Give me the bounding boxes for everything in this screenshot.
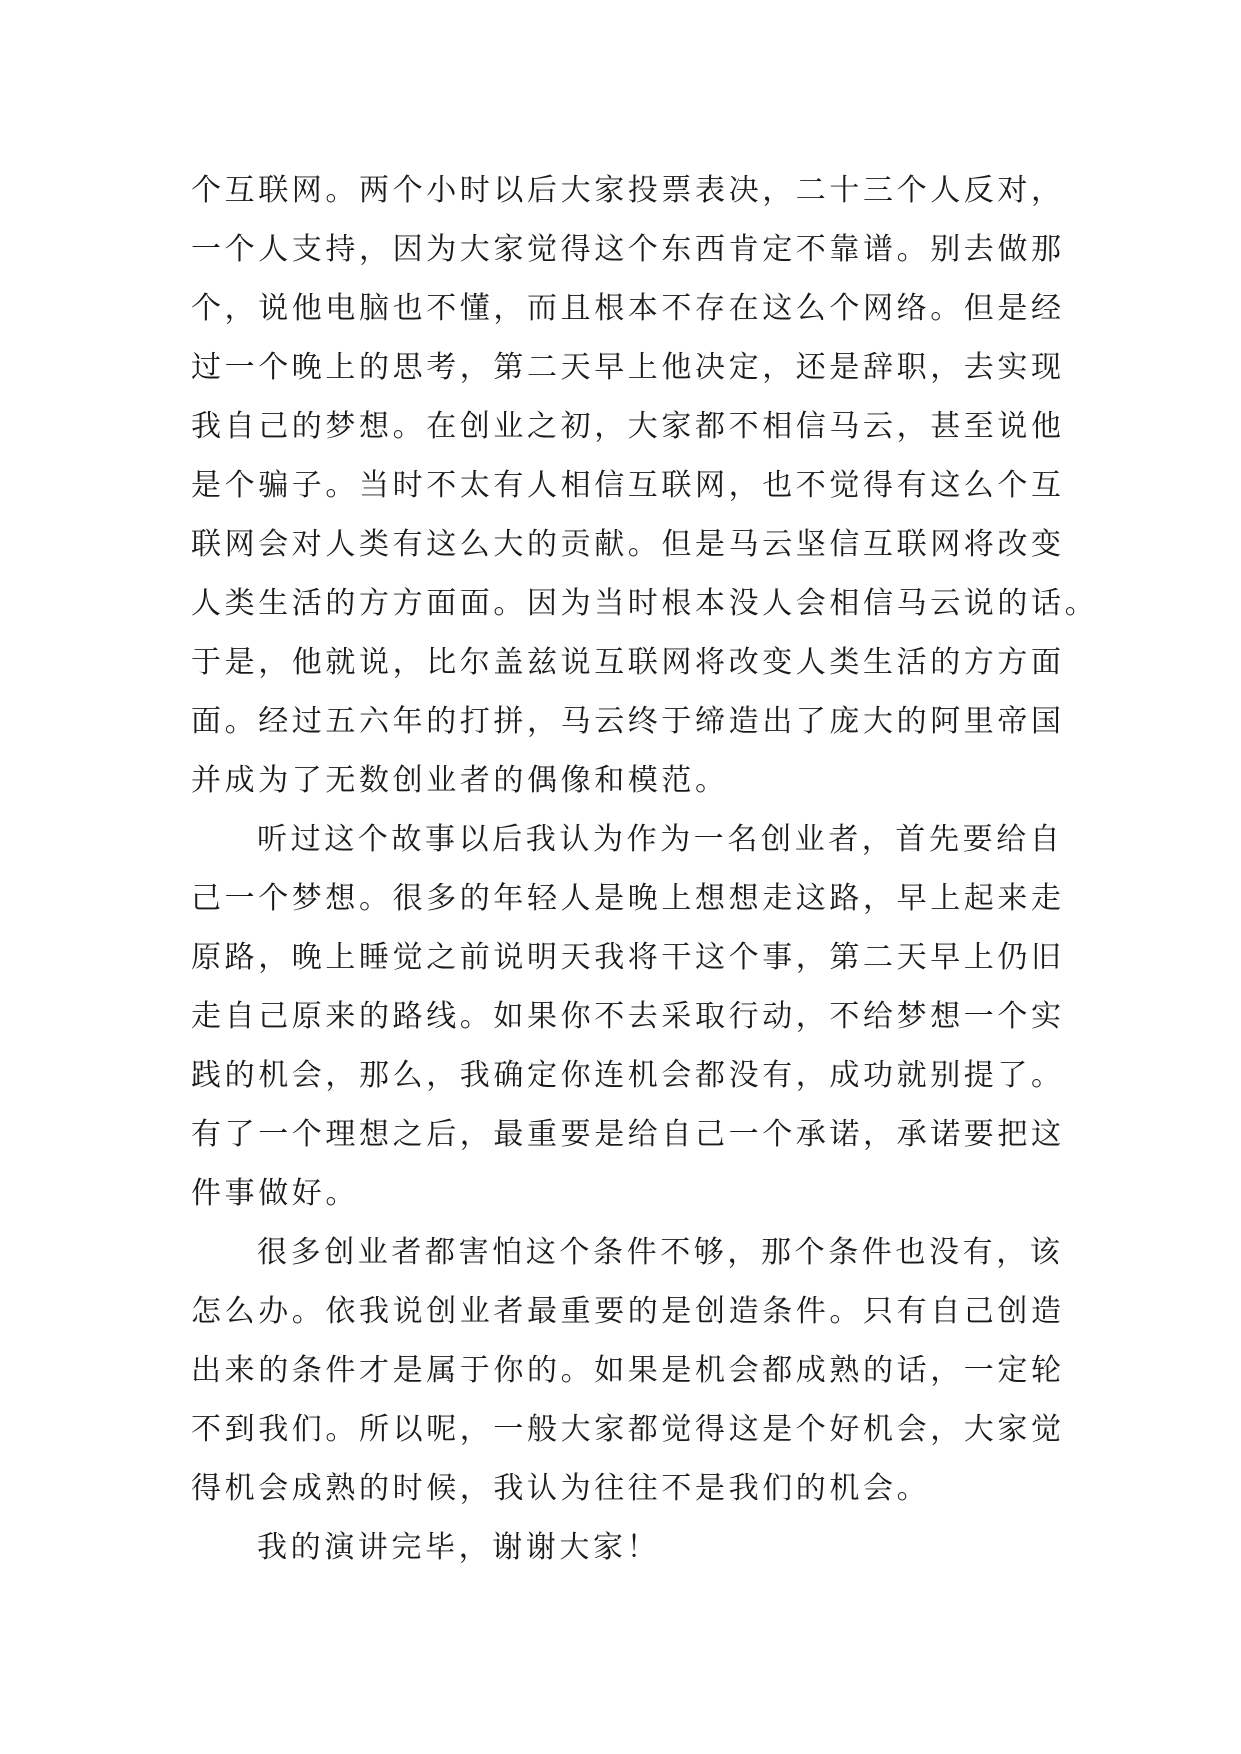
text-line: 有了一个理想之后，最重要是给自己一个承诺，承诺要把这 (191, 1117, 1065, 1152)
text-line: 我的演讲完毕，谢谢大家！ (257, 1530, 661, 1565)
text-line: 于是，他就说，比尔盖兹说互联网将改变人类生活的方方面 (191, 645, 1065, 680)
text-line: 不到我们。所以呢，一般大家都觉得这是个好机会，大家觉 (191, 1412, 1065, 1447)
paragraph-1 (191, 161, 1099, 810)
paragraph-2 (191, 810, 1091, 1223)
text-line: 并成为了无数创业者的偶像和模范。 (191, 763, 729, 798)
text-line: 面。经过五六年的打拼，马云终于缔造出了庞大的阿里帝国 (191, 704, 1065, 739)
text-line: 怎么办。依我说创业者最重要的是创造条件。只有自己创造 (191, 1294, 1065, 1329)
text-line: 得机会成熟的时候，我认为往往不是我们的机会。 (191, 1471, 931, 1506)
text-line: 个互联网。两个小时以后大家投票表决，二十三个人反对， (191, 173, 1065, 208)
text-line: 件事做好。 (191, 1176, 359, 1211)
text-line: 践的机会，那么，我确定你连机会都没有，成功就别提了。 (191, 1058, 1065, 1093)
body-text (191, 161, 1099, 1577)
text-line: 是个骗子。当时不太有人相信互联网，也不觉得有这么个互 (191, 468, 1065, 503)
text-line: 出来的条件才是属于你的。如果是机会都成熟的话，一定轮 (191, 1353, 1065, 1388)
text-line: 一个人支持，因为大家觉得这个东西肯定不靠谱。别去做那 (191, 232, 1065, 267)
paragraph-4 (191, 1518, 1091, 1577)
text-line: 走自己原来的路线。如果你不去采取行动，不给梦想一个实 (191, 999, 1065, 1034)
text-line: 人类生活的方方面面。因为当时根本没人会相信马云说的话。 (191, 586, 1099, 621)
text-line: 己一个梦想。很多的年轻人是晚上想想走这路，早上起来走 (191, 881, 1065, 916)
text-line: 过一个晚上的思考，第二天早上他决定，还是辞职，去实现 (191, 350, 1065, 385)
text-line: 我自己的梦想。在创业之初，大家都不相信马云，甚至说他 (191, 409, 1065, 444)
paragraph-3 (191, 1223, 1091, 1518)
text-line: 个，说他电脑也不懂，而且根本不存在这么个网络。但是经 (191, 291, 1065, 326)
text-line: 原路，晚上睡觉之前说明天我将干这个事，第二天早上仍旧 (191, 940, 1065, 975)
text-line: 听过这个故事以后我认为作为一名创业者，首先要给自 (257, 822, 1064, 857)
text-line: 联网会对人类有这么大的贡献。但是马云坚信互联网将改变 (191, 527, 1065, 562)
text-line: 很多创业者都害怕这个条件不够，那个条件也没有，该 (257, 1235, 1064, 1270)
